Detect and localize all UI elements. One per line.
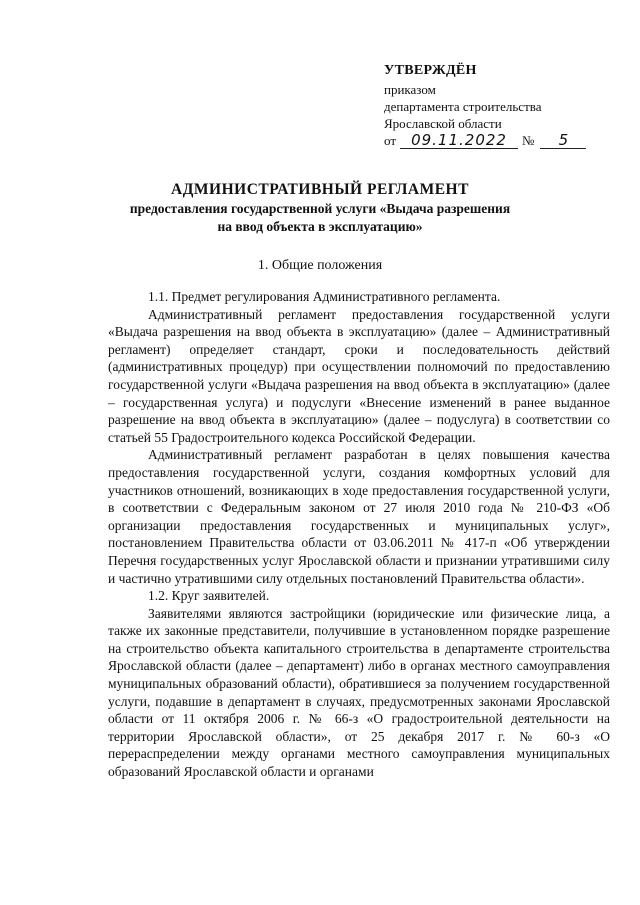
paragraph: Административный регламент предоставления государственной услуги «Выдача разрешения на ввод объекта в эксплуатацию» (далее – Административный регламент) определяет стандарт, сроки и последовательность действий (административных процедур) при осуществлении полномочий по предоставлению государственной услуги «Выдача разрешения на ввод объекта в эксплуатацию» (далее – государственная услуга) и подуслуги «Внесение изменений в ранее выданное разрешение на ввод объекта в эксплуатацию» (далее – подуслуга) в соответствии со статьей 55 Градостроительного кодекса Российской Федерации. — [108, 306, 610, 445]
document-body — [108, 288, 610, 781]
title-sub-2: на ввод объекта в эксплуатацию» — [217, 219, 423, 234]
approval-stamp — [384, 62, 614, 149]
approval-from-prefix: от — [384, 133, 397, 148]
approval-number: 5 — [540, 132, 586, 149]
paragraph-1-2: 1.2. Круг заявителей. — [148, 588, 270, 604]
title-sub-1: предоставления государственной услуги «Выдача разрешения — [129, 201, 511, 216]
paragraph-1-1: 1.1. Предмет регулирования Административного регламента. — [148, 289, 501, 304]
approval-date: 09.11.2022 — [400, 132, 518, 149]
paragraph: Административный регламент разработан в целях повышения качества предоставления государственной услуги, создания комфортных условий для участников отношений, возникающих в ходе предоставления государственной услуги, в соответствии с Федеральным законом от 27 июля 2010 года № 210-ФЗ «Об организации предоставления государственных и муниципальных услуг», постановлением Правительства области от 03.06.2011 № 417-п «Об утверждении Перечня государственных услуг Ярославской области и признании утратившими силу и частично утратившими силу отдельных постановлений Правительства области». — [108, 447, 610, 586]
title-main: АДМИНИСТРАТИВНЫЙ РЕГЛАМЕНТ — [171, 181, 469, 198]
approval-number-prefix: № — [522, 133, 535, 148]
section-heading: 1. Общие положения — [257, 258, 383, 273]
approval-line-region: Ярославской области — [384, 116, 502, 131]
approval-line-department: департамента строительства — [384, 99, 542, 114]
approval-heading: УТВЕРЖДЁН — [384, 63, 477, 78]
paragraph: Заявителями являются застройщики (юридические или физические лица, а также их законные представители, получившие в установленном порядке разрешение на строительство объекта капитального строительства в департаменте строительства Ярославской области (далее – департамент) либо в органах местного самоуправления муниципальных образований области), обратившиеся за получением государственной услуги, подавшие в департамент в случаях, предусмотренных законами Ярославской области от 11 октября 2006 г. № 66-з «О градостроительной деятельности на территории Ярославской области», от 25 декабря 2017 г. № 60-з «О перераспределении между органами местного самоуправления муниципальных образований Ярославской области и органами — [108, 605, 610, 780]
approval-date-number — [384, 132, 614, 149]
approval-line-order: приказом — [384, 82, 436, 97]
document-title — [90, 180, 550, 236]
